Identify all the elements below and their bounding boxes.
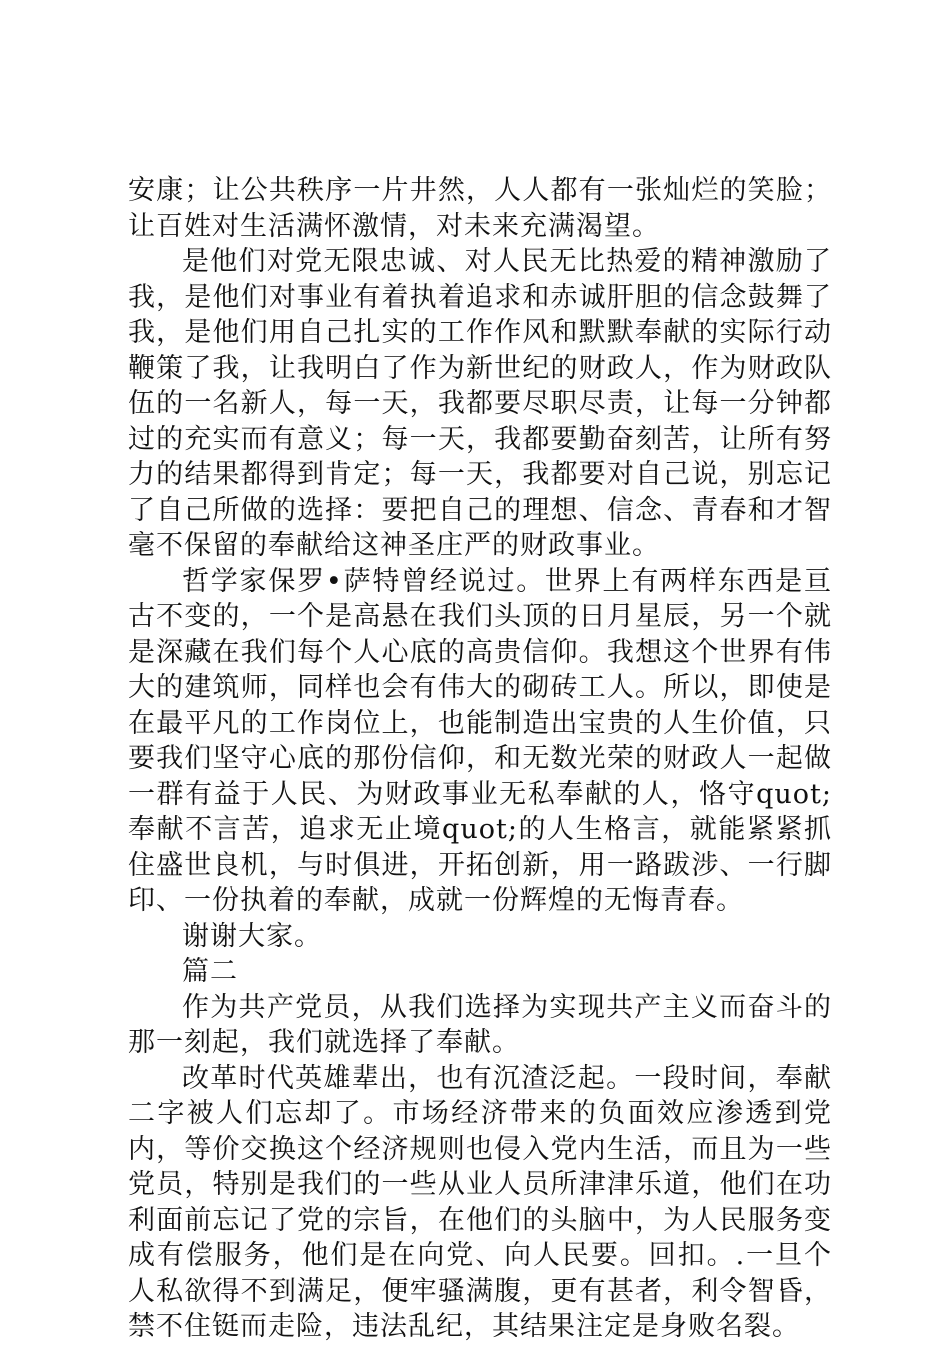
document-body <box>128 173 832 1345</box>
section-heading: 篇二 <box>182 956 238 987</box>
paragraph: 安康；让公共秩序一片井然，人人都有一张灿烂的笑脸；让百姓对生活满怀激情，对未来充满渴望。 <box>128 175 832 242</box>
paragraph: 哲学家保罗•萨特曾经说过。世界上有两样东西是亘古不变的，一个是高悬在我们头顶的日月星辰，另一个就是深藏在我们每个人心底的高贵信仰。我想这个世界有伟大的建筑师，同样也会有伟大的砌砖工人。所以，即使是在最平凡的工作岗位上，也能制造出宝贵的人生价值，只要我们坚守心底的那份信仰，和无数光荣的财政人一起做一群有益于人民、为财政事业无私奉献的人，恪守quot;奉献不言苦，追求无止境quot;的人生格言，就能紧紧抓住盛世良机，与时俱进，开拓创新，用一路跋涉、一行脚印、一份执着的奉献，成就一份辉煌的无悔青春。 <box>128 565 832 916</box>
closing-line: 谢谢大家。 <box>182 920 322 952</box>
paragraph: 改革时代英雄辈出，也有沉渣泛起。一段时间，奉献二字被人们忘却了。市场经济带来的负面效应渗透到党内，等价交换这个经济规则也侵入党内生活，而且为一些党员，特别是我们的一些从业人员所津津乐道，他们在功利面前忘记了党的宗旨，在他们的头脑中，为人民服务变成有偿服务，他们是在向党、向人民要。回扣。.一旦个人私欲得不到满足，便牢骚满腹，更有甚者，利令智昏，禁不住铤而走险，违法乱纪，其结果注定是身败名裂。 <box>128 1062 832 1342</box>
paragraph: 作为共产党员，从我们选择为实现共产主义而奋斗的那一刻起，我们就选择了奉献。 <box>128 991 832 1058</box>
paragraph: 是他们对党无限忠诚、对人民无比热爱的精神激励了我，是他们对事业有着执着追求和赤诚肝胆的信念鼓舞了我，是他们用自己扎实的工作作风和默默奉献的实际行动鞭策了我，让我明白了作为新世纪的财政人，作为财政队伍的一名新人，每一天，我都要尽职尽责，让每一分钟都过的充实而有意义；每一天，我都要勤奋刻苦，让所有努力的结果都得到肯定；每一天，我都要对自己说，别忘记了自己所做的选择：要把自己的理想、信念、青春和才智毫不保留的奉献给这神圣庄严的财政事业。 <box>128 246 832 561</box>
